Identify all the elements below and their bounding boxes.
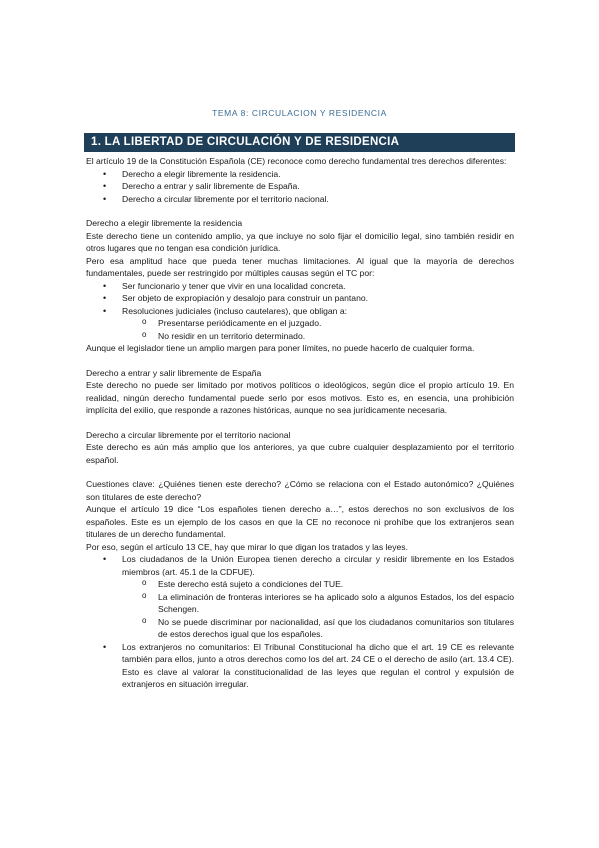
list-item	[86, 553, 514, 641]
titulares-list	[86, 553, 514, 691]
document-body	[86, 155, 514, 691]
subheading-entrar-salir: Derecho a entrar y salir libremente de España	[86, 367, 262, 378]
list-item: o La eliminación de fronteras interiores se ha aplicado solo a algunos Estados, los del espacio Schengen.	[122, 591, 514, 616]
list-item: o No residir en un territorio determinado.	[86, 330, 514, 343]
judicial-sublist	[86, 317, 514, 342]
intro-list	[86, 168, 514, 206]
intro-paragraph: El artículo 19 de la Constitución Española (CE) reconoce como derecho fundamental tres derechos diferentes:	[86, 156, 507, 166]
list-item: o Presentarse periódicamente en el juzgado.	[86, 317, 514, 330]
list-item: • Los extranjeros no comunitarios: El Tribunal Constitucional ha dicho que el art. 19 CE es relevante también para ellos, junto a otros derechos como los del art. 24 CE o el derecho de asilo (art. 13.4 CE). Esto es clave al valorar la constitucionalidad de las leyes que regulan el control y expulsión de extranjeros en situación irregular.	[86, 641, 514, 691]
subheading-cuestiones: Cuestiones clave: ¿Quiénes tienen este derecho? ¿Cómo se relaciona con el Estado autonómico? ¿Quiénes son titulares de este derecho?	[86, 479, 514, 502]
list-item-text: Los ciudadanos de la Unión Europea tienen derecho a circular y residir libremente en los Estados miembros (art. 45.1 de la CDFUE).	[122, 554, 514, 577]
paragraph: Por eso, según el artículo 13 CE, hay que mirar lo que digan los tratados y las leyes.	[86, 541, 408, 552]
subheading-residencia: Derecho a elegir libremente la residencia	[86, 218, 243, 228]
paragraph: Pero esa amplitud hace que pueda tener muchas limitaciones. Al igual que la mayoría de derechos fundamentales, puede ser restringido por múltiples causas según el TC por:	[86, 255, 514, 278]
paragraph: Aunque el artículo 19 dice “Los españoles tienen derecho a…”, estos derechos no son exclusivos de los españoles. Este es un ejemplo de los casos en que la CE no reconoce ni prohíbe que los extranjeros sean titulares de un derecho fundamental.	[86, 504, 514, 539]
eu-sublist	[122, 578, 514, 641]
list-item: • Ser funcionario y tener que vivir en una localidad concreta.	[86, 280, 514, 293]
list-item: • Derecho a circular libremente por el territorio nacional.	[86, 193, 514, 206]
section-heading: 1. LA LIBERTAD DE CIRCULACIÓN Y DE RESIDENCIA	[84, 133, 515, 152]
list-item: • Derecho a elegir libremente la residencia.	[86, 168, 514, 181]
subheading-circular: Derecho a circular libremente por el territorio nacional	[86, 429, 291, 440]
list-item: • Derecho a entrar y salir libremente de España.	[86, 180, 514, 193]
list-item: o No se puede discriminar por nacionalidad, así que los ciudadanos comunitarios son titulares de estos derechos igual que los españoles.	[122, 616, 514, 641]
paragraph: Este derecho es aún más amplio que los anteriores, ya que cubre cualquier desplazamiento por el territorio español.	[86, 442, 514, 465]
list-item: • Ser objeto de expropiación y desalojo para construir un pantano.	[86, 292, 514, 305]
paragraph: Este derecho no puede ser limitado por motivos políticos o ideológicos, según dice el propio artículo 19. En realidad, ningún derecho fundamental puede serlo por esos motivos. Esto es, en esencia, una prohibición implícita del exilio, que responde a razones históricas, aunque no sea jurídicamente necesaria.	[86, 380, 514, 415]
paragraph: Aunque el legislador tiene un amplio margen para poner límites, no puede hacerlo de cualquier forma.	[86, 343, 475, 353]
limits-list	[86, 280, 514, 318]
list-item: • Resoluciones judiciales (incluso cautelares), que obligan a:	[86, 305, 514, 318]
paragraph: Este derecho tiene un contenido amplio, ya que incluye no solo fijar el domicilio legal, sino también residir en otros lugares que no tengan esa condición jurídica.	[86, 230, 514, 253]
document-title: TEMA 8: CIRCULACION Y RESIDENCIA	[212, 108, 387, 118]
list-item: o Este derecho está sujeto a condiciones del TUE.	[122, 578, 514, 591]
